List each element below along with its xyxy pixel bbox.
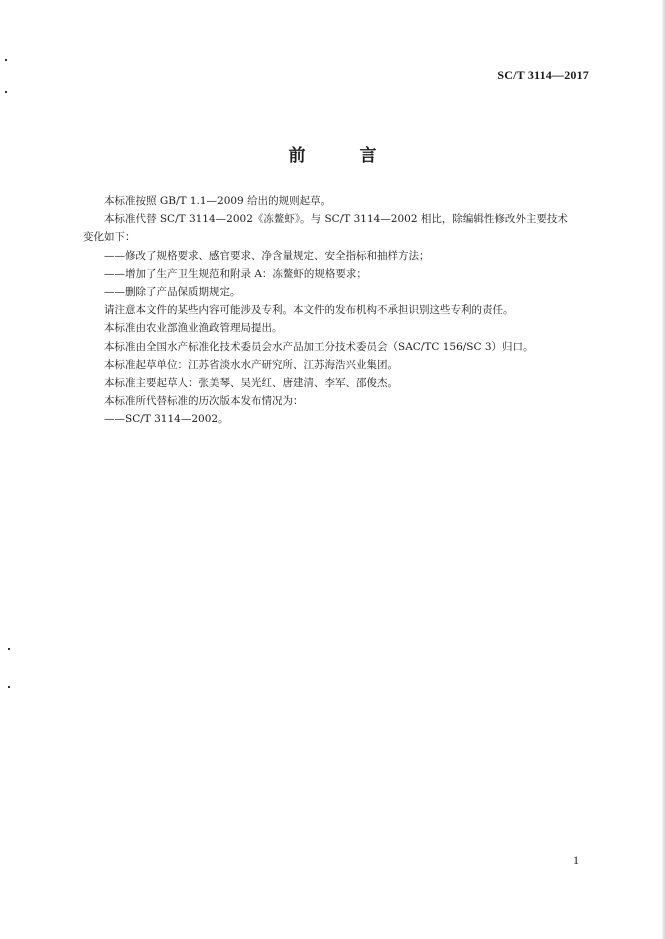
scan-speck — [8, 648, 10, 650]
scan-speck — [8, 686, 10, 688]
list-item: ——增加了生产卫生规范和附录 A：冻鳌虾的规格要求； — [104, 267, 367, 280]
page-number: 1 — [573, 853, 579, 867]
paragraph-line: 本标准代替 SC/T 3114—2002《冻鳌虾》。与 SC/T 3114—2002 相比，除编辑性修改外主要技术 — [104, 213, 568, 226]
paragraph — [83, 210, 604, 246]
list-item: ——修改了规格要求、感官要求、净含量规定、安全指标和抽样方法； — [104, 249, 430, 262]
list-item: ——SC/T 3114—2002。 — [104, 413, 229, 426]
paragraph: 本标准所代替标准的历次版本发布情况为： — [104, 395, 304, 408]
paragraph-continuation: 变化如下： — [83, 231, 136, 244]
document-code: SC/T 3114—2017 — [497, 68, 589, 82]
paragraph: 本标准由农业部渔业渔政管理局提出。 — [104, 322, 283, 335]
scan-speck — [5, 91, 7, 93]
paragraph: 本标准主要起草人：张美琴、吴光红、唐建清、李军、邵俊杰。 — [104, 377, 398, 390]
paragraph: 请注意本文件的某些内容可能涉及专利。本文件的发布机构不承担识别这些专利的责任。 — [104, 304, 514, 317]
page-title: 前 言 — [288, 146, 401, 166]
scan-speck — [5, 59, 7, 61]
list-item: ——删除了产品保质期规定。 — [104, 286, 241, 299]
foreword-body — [83, 192, 604, 429]
paragraph: 本标准由全国水产标准化技术委员会水产品加工分技术委员会（SAC/TC 156/SC 3）归口。 — [104, 340, 534, 353]
paragraph: 本标准按照 GB/T 1.1—2009 给出的规则起草。 — [104, 195, 332, 207]
paragraph: 本标准起草单位：江苏省淡水水产研究所、江苏海浩兴业集团。 — [104, 358, 398, 371]
